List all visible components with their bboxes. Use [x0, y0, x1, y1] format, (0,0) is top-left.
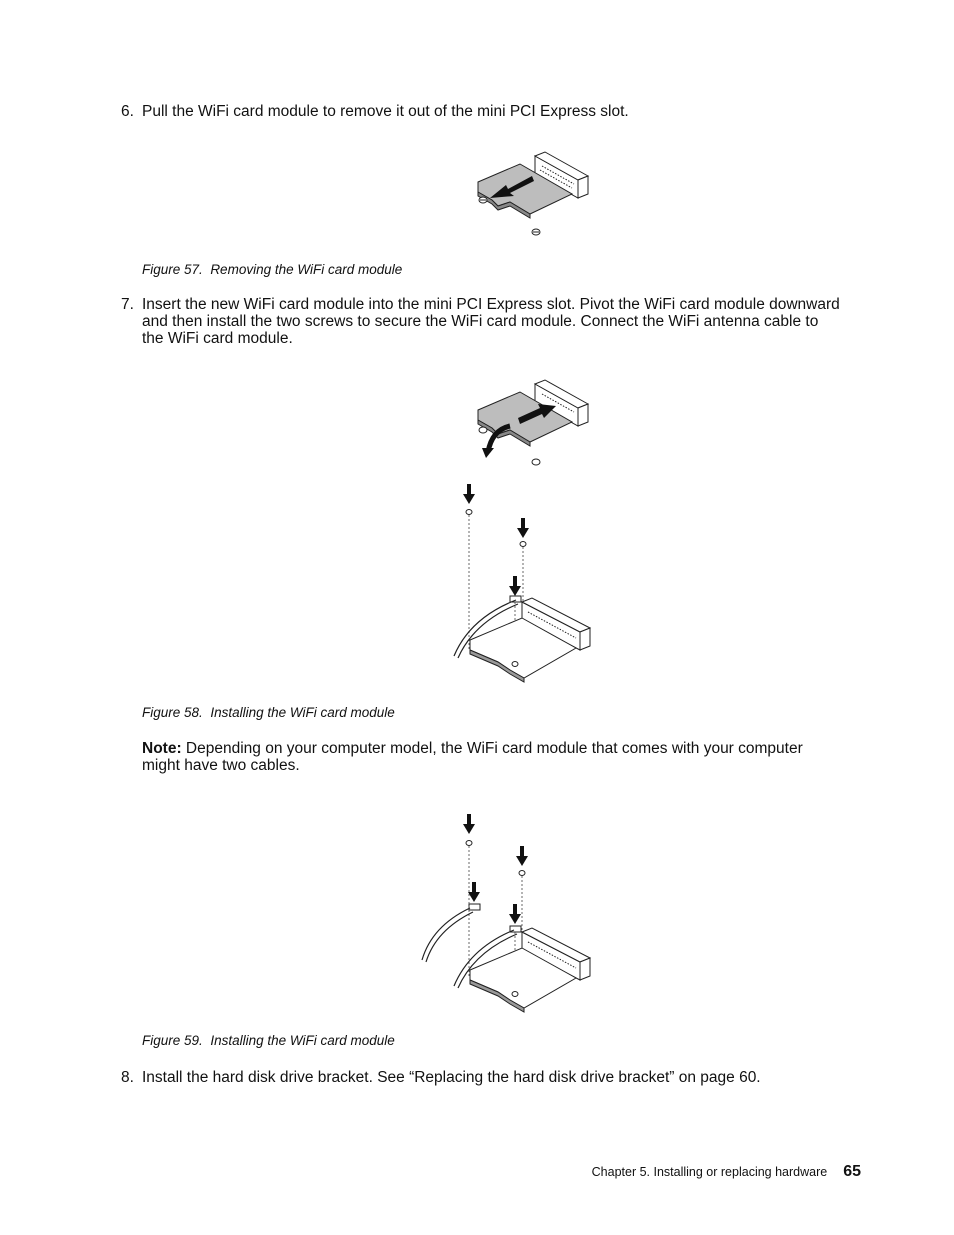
figure-57-illustration [470, 150, 590, 240]
step-number: 8. [121, 1069, 134, 1086]
figure-58-illustration [440, 378, 600, 688]
figure-57-caption: Figure 57. Removing the WiFi card module [142, 262, 403, 277]
page-footer [592, 1163, 861, 1181]
chapter-title: Chapter 5. Installing or replacing hardware [591, 1165, 828, 1179]
figure-58-caption: Figure 58. Installing the WiFi card module [142, 705, 395, 720]
note-text: Depending on your computer model, the WiFi card module that comes with your computer [185, 740, 803, 757]
step-number: 6. [121, 103, 134, 120]
note [142, 740, 842, 774]
figure-59-illustration [410, 810, 600, 1020]
step-number: 7. [121, 296, 134, 313]
step-text: Pull the WiFi card module to remove it out of the mini PCI Express slot. [142, 103, 629, 120]
figure-59-caption: Figure 59. Installing the WiFi card module [142, 1033, 395, 1048]
step-text: Install the hard disk drive bracket. See “Replacing the hard disk drive bracket” on page 60. [142, 1069, 761, 1086]
page-number: 65 [843, 1163, 861, 1180]
step-text: Insert the new WiFi card module into the mini PCI Express slot. Pivot the WiFi card module downward and then install the two screws to secure the WiFi card module. Connect the WiFi antenna cable to the WiFi card module. [142, 296, 840, 347]
note-text: might have two cables. [142, 757, 300, 774]
note-label: Note: [142, 740, 182, 757]
